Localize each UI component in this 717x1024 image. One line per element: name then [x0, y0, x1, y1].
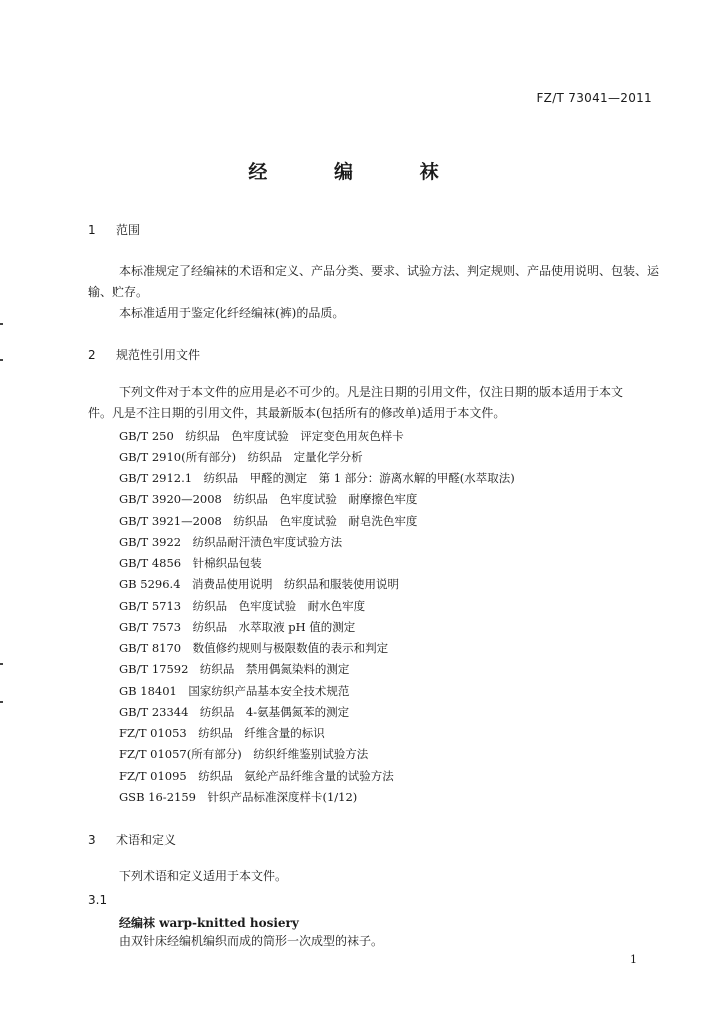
reference-item: FZ/T 01053 纺织品 纤维含量的标识 [119, 726, 325, 740]
reference-item: GB/T 2912.1 纺织品 甲醛的测定 第 1 部分：游离水解的甲醛(水萃取法) [119, 471, 515, 485]
reference-item: GB/T 3921—2008 纺织品 色牢度试验 耐皂洗色牢度 [119, 514, 418, 528]
section-1-para2: 本标准适用于鉴定化纤经编袜(裤)的品质。 [119, 306, 345, 320]
reference-item: GB/T 7573 纺织品 水萃取液 pH 值的测定 [119, 620, 356, 634]
section-2-heading [88, 346, 200, 363]
section-1-heading [88, 221, 140, 238]
reference-item: FZ/T 01057(所有部分) 纺织纤维鉴别试验方法 [119, 747, 369, 761]
reference-item: GB/T 4856 针棉织品包装 [119, 556, 262, 570]
reference-item: GB/T 23344 纺织品 4-氨基偶氮苯的测定 [119, 705, 350, 719]
reference-item: FZ/T 01095 纺织品 氨纶产品纤维含量的试验方法 [119, 769, 394, 783]
reference-item: GB 18401 国家纺织产品基本安全技术规范 [119, 684, 350, 698]
section-2-title: 规范性引用文件 [116, 348, 201, 362]
section-3-number: 3 [88, 833, 96, 847]
term-definition: 由双针床经编机编织而成的筒形一次成型的袜子。 [119, 934, 384, 948]
section-1-title: 范围 [116, 223, 141, 237]
section-2-para-line2: 件。凡是不注日期的引用文件，其最新版本(包括所有的修改单)适用于本文件。 [88, 406, 506, 420]
section-3-intro: 下列术语和定义适用于本文件。 [119, 869, 288, 883]
standard-code: FZ/T 73041—2011 [536, 91, 652, 105]
reference-item: GB/T 3920—2008 纺织品 色牢度试验 耐摩擦色牢度 [119, 492, 418, 506]
reference-item: GB/T 8170 数值修约规则与极限数值的表示和判定 [119, 641, 389, 655]
section-1-para1-line2: 输、贮存。 [88, 285, 149, 299]
reference-item: GB/T 17592 纺织品 禁用偶氮染料的测定 [119, 662, 350, 676]
section-3-title: 术语和定义 [116, 833, 177, 847]
reference-item: GB/T 2910(所有部分) 纺织品 定量化学分析 [119, 450, 363, 464]
reference-item: GB/T 3922 纺织品耐汗渍色牢度试验方法 [119, 535, 343, 549]
subsection-3-1-number: 3.1 [88, 893, 108, 907]
term-entry: 经编袜 warp-knitted hosiery [119, 916, 299, 930]
section-2-para-line1: 下列文件对于本文件的应用是必不可少的。凡是注日期的引用文件，仅注日期的版本适用于本文 [119, 385, 624, 399]
document-title: 经 编 袜 [248, 161, 469, 183]
reference-item: GB 5296.4 消费品使用说明 纺织品和服装使用说明 [119, 577, 400, 591]
reference-item: GSB 16-2159 针织产品标准深度样卡(1/12) [119, 790, 358, 804]
scan-mark [0, 663, 3, 665]
section-3-heading [88, 831, 176, 848]
scan-mark [0, 359, 3, 361]
reference-item: GB/T 5713 纺织品 色牢度试验 耐水色牢度 [119, 599, 366, 613]
section-2-number: 2 [88, 348, 96, 362]
page-number: 1 [630, 953, 637, 966]
section-1-number: 1 [88, 223, 96, 237]
scan-mark [0, 323, 3, 325]
reference-item: GB/T 250 纺织品 色牢度试验 评定变色用灰色样卡 [119, 429, 404, 443]
scan-mark [0, 701, 3, 703]
section-1-para1-line1: 本标准规定了经编袜的术语和定义、产品分类、要求、试验方法、判定规则、产品使用说明、包装、运 [119, 264, 660, 278]
